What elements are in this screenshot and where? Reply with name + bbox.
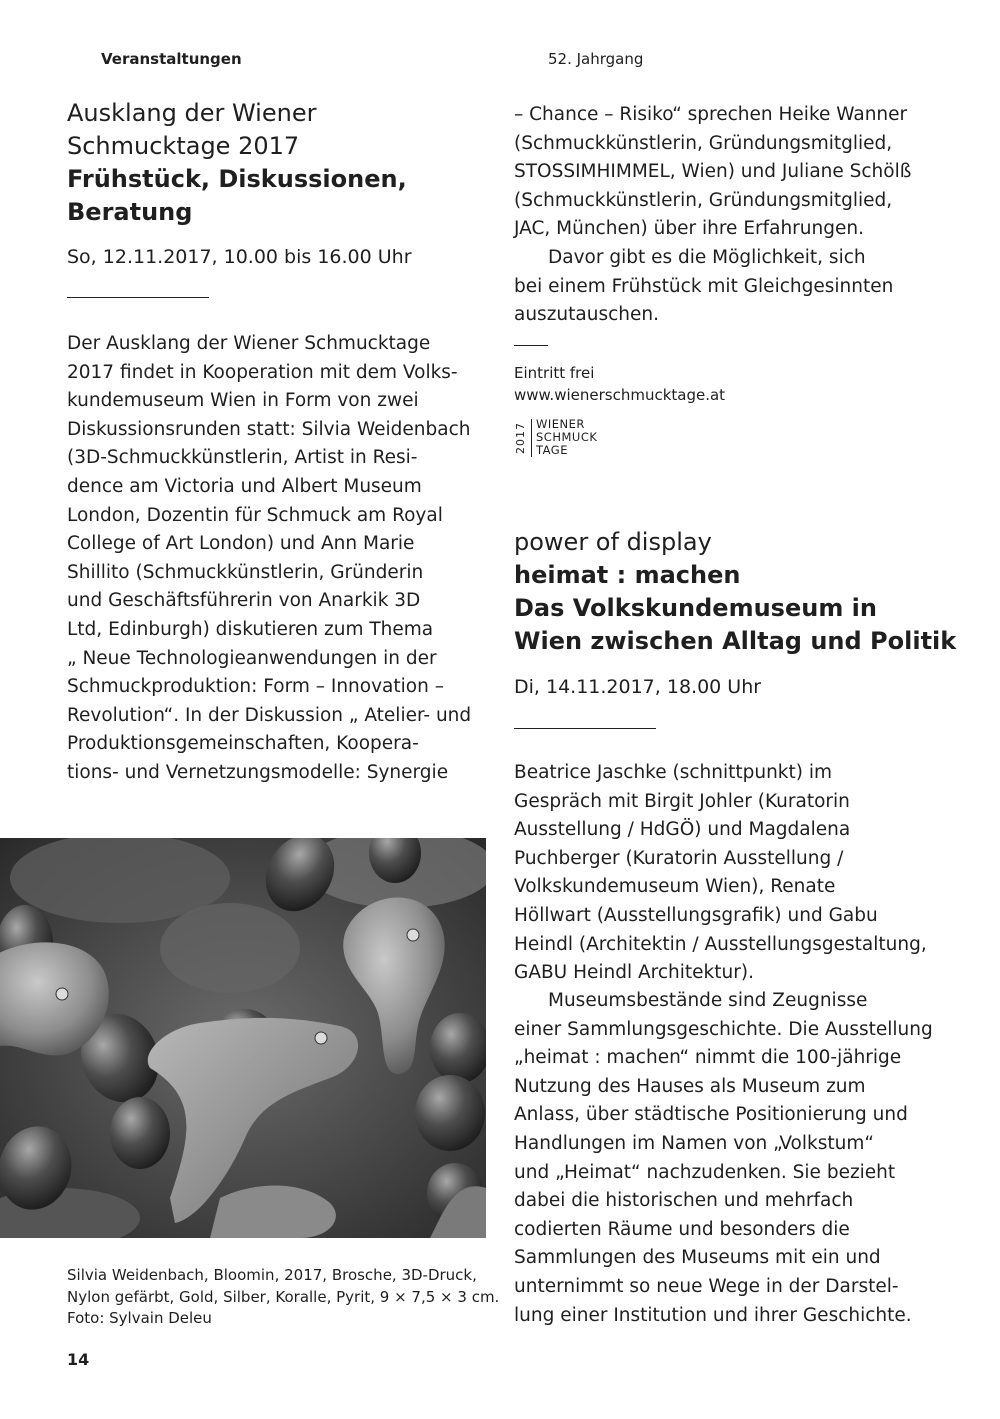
logo-words [536, 418, 597, 457]
body-line: GABU Heindl Architektur). [514, 962, 754, 984]
body-line: dence am Victoria und Albert Museum [67, 475, 422, 497]
event2-date: Di, 14.11.2017, 18.00 Uhr [514, 676, 762, 698]
body-line: und Geschäftsführerin von Anarkik 3D [67, 590, 421, 612]
event1-website: www.wienerschmucktage.at [514, 385, 726, 404]
body-line: Nutzung des Hauses als Museum zum [514, 1075, 866, 1097]
event2-heading [514, 526, 956, 658]
section-label: Veranstaltungen [101, 50, 242, 68]
body-line: Museumsbestände sind Zeugnisse [548, 990, 868, 1011]
event2-series: power of display [514, 528, 712, 556]
caption-line: Nylon gefärbt, Gold, Silber, Koralle, Pyrit, 9 × 7,5 × 3 cm. [67, 1287, 500, 1306]
volume-label: 52. Jahrgang [548, 50, 644, 68]
event1-subtitle-line2: Beratung [67, 198, 193, 226]
body-line: – Chance – Risiko“ sprechen Heike Wanner [514, 104, 908, 125]
caption-line: Silvia Weidenbach, Bloomin, 2017, Brosche, 3D-Druck, [67, 1266, 477, 1284]
body-line: (Schmuckkünstlerin, Gründungsmitglied, [514, 189, 893, 211]
body-line: kundemuseum Wien in Form von zwei [67, 390, 419, 412]
body-line: lung einer Institution und ihrer Geschichte. [514, 1304, 912, 1326]
event1-body-right [514, 101, 911, 244]
body-line: und „Heimat“ nachzudenken. Sie bezieht [514, 1161, 896, 1183]
body-line: Shillito (Schmuckkünstlerin, Gründerin [67, 561, 424, 583]
body-line: auszutauschen. [514, 304, 659, 326]
event1-heading [67, 97, 407, 229]
body-line: Davor gibt es die Möglichkeit, sich [548, 247, 866, 268]
event2-title-line2: Das Volkskundemuseum in [514, 594, 877, 622]
body-line: (3D-Schmuckkünstlerin, Artist in Resi- [67, 447, 418, 469]
body-line: JAC, München) über ihre Erfahrungen. [514, 218, 864, 240]
event1-divider [67, 297, 209, 298]
event1-body-right-para2 [514, 244, 893, 330]
event2-body-para2 [514, 987, 933, 1330]
body-line: Ltd, Edinburgh) diskutieren zum Thema [67, 618, 434, 640]
body-line: codierten Räume und besonders die [514, 1218, 850, 1240]
body-line: „ Neue Technologieanwendungen in der [67, 647, 437, 669]
body-line: College of Art London) und Ann Marie [67, 533, 415, 555]
body-line: 2017 findet in Kooperation mit dem Volks- [67, 361, 458, 383]
event2-divider [514, 728, 656, 729]
logo-line2: SCHMUCK [536, 430, 598, 444]
logo-year: 2017 [514, 421, 527, 454]
body-line: Heindl (Architektin / Ausstellungsgestaltung, [514, 933, 927, 955]
event1-title-line2: Schmucktage 2017 [67, 132, 300, 160]
logo-line3: TAGE [536, 443, 568, 457]
logo-separator [531, 419, 532, 457]
body-line: tions- und Vernetzungsmodelle: Synergie [67, 761, 449, 783]
body-line: STOSSIMHIMMEL, Wien) und Juliane Schölß [514, 161, 912, 183]
event1-subtitle-line1: Frühstück, Diskussionen, [67, 165, 407, 193]
body-line: (Schmuckkünstlerin, Gründungsmitglied, [514, 132, 893, 154]
body-line: Handlungen im Namen von „Volkstum“ [514, 1132, 874, 1154]
body-line: bei einem Frühstück mit Gleichgesinnten [514, 275, 894, 297]
body-line: Revolution“. In der Diskussion „ Atelier- und [67, 704, 472, 726]
body-line: Ausstellung / HdGÖ) und Magdalena [514, 819, 851, 841]
logo-line1: WIENER [536, 417, 585, 431]
body-line: „heimat : machen“ nimmt die 100-jährige [514, 1047, 902, 1069]
body-line: Gespräch mit Birgit Johler (Kuratorin [514, 790, 850, 812]
body-line: Schmuckproduktion: Form – Innovation – [67, 676, 444, 698]
body-line: unternimmt so neue Wege in der Darstel- [514, 1275, 899, 1297]
body-line: Höllwart (Ausstellungsgrafik) und Gabu [514, 904, 878, 926]
caption-line: Foto: Sylvain Deleu [67, 1309, 212, 1327]
event2-title-line3: Wien zwischen Alltag und Politik [514, 627, 957, 655]
body-line: Anlass, über städtische Positionierung und [514, 1104, 908, 1126]
body-line: Diskussionsrunden statt: Silvia Weidenbach [67, 418, 471, 440]
body-line: Produktionsgemeinschaften, Koopera- [67, 733, 419, 755]
event2-body-para1 [514, 759, 927, 988]
body-line: Puchberger (Kuratorin Ausstellung / [514, 847, 844, 869]
event1-entry: Eintritt frei [514, 364, 595, 382]
event2-title-line1: heimat : machen [514, 561, 741, 589]
event1-date: So, 12.11.2017, 10.00 bis 16.00 Uhr [67, 246, 412, 268]
wiener-schmucktage-logo [514, 418, 597, 457]
brooch-photo [0, 838, 486, 1238]
body-line: Volkskundemuseum Wien), Renate [514, 876, 836, 898]
photo-caption [67, 1265, 499, 1330]
body-line: dabei die historischen und mehrfach [514, 1190, 854, 1212]
event1-title-line1: Ausklang der Wiener [67, 99, 317, 127]
body-line: Der Ausklang der Wiener Schmucktage [67, 333, 431, 354]
page-number: 14 [67, 1350, 90, 1369]
brooch-photo-image [0, 838, 486, 1238]
body-line: London, Dozentin für Schmuck am Royal [67, 504, 443, 526]
body-line: einer Sammlungsgeschichte. Die Ausstellung [514, 1018, 933, 1040]
event1-body-left [67, 330, 471, 788]
body-line: Beatrice Jaschke (schnittpunkt) im [514, 762, 833, 783]
event1-small-divider [514, 345, 548, 346]
body-line: Sammlungen des Museums mit ein und [514, 1247, 881, 1269]
event1-info [514, 363, 725, 406]
